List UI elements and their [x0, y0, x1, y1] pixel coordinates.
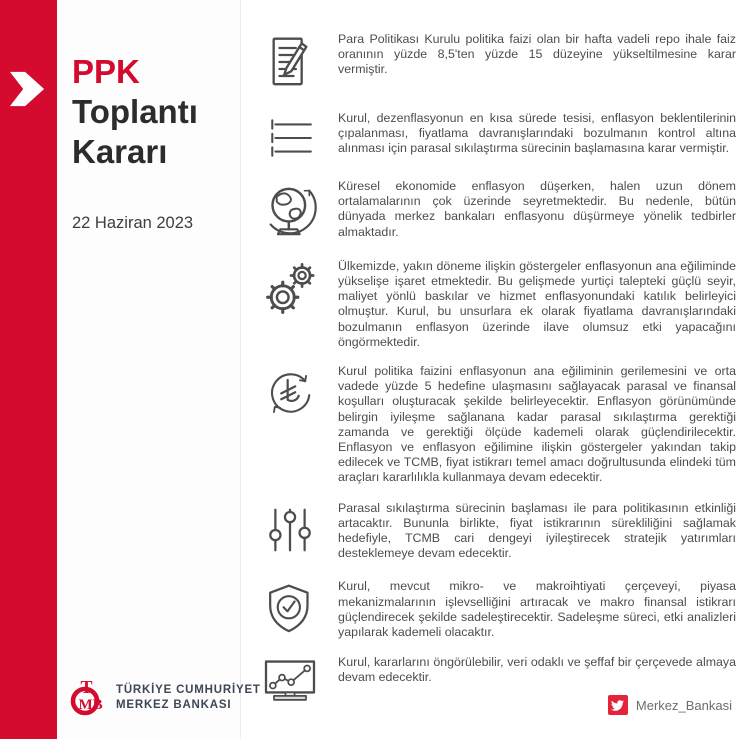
- shield-check-icon: [241, 579, 338, 637]
- twitter-link[interactable]: [608, 695, 732, 715]
- list-item: [241, 111, 750, 163]
- title-ppk: PPK: [72, 53, 140, 90]
- list-item: [241, 179, 750, 240]
- list-item: [241, 259, 750, 350]
- chevron-right-icon: [8, 70, 46, 108]
- decision-text: Kurul politika faizini enflasyonun ana eğiliminin gerilemesini ve orta vadede yüzde 5 hedefine ulaşmasını sağlayacak parasal ve finansal koşulları oluşturacak şekilde belirleyecektir. Enflasyon görünümünde belirgin iyileşme sağlanana kadar parasal sıkılaştırma gerektiği zamanda ve gerektiği ölçüde kademeli olarak güçlendirilecektir. Enflasyon ve enflasyon eğilimine ilişkin göstergeler yakından takip edilecek ve TCMB, fiyat istikrarı temel amacı doğrultusunda elindeki tüm araçları kararlılıkla kullanmaya devam edecektir.: [338, 364, 736, 485]
- twitter-bird-icon: [608, 695, 628, 715]
- decision-text: Ülkemizde, yakın döneme ilişkin göstergeler enflasyonun ana eğiliminde yükselişe işaret etmektedir. Bu gelişmede yurtiçi talepteki güçlü seyir, maliyet yönlü baskılar ve hizmet enflasyonundaki katılık belirleyici olmuştur. Kurul, bu unsurlara ek olarak fiyatlama davranışlarındaki bozulmanın enflasyon üzerinde ilave olumsuz etki yapacağını öngörmektedir.: [338, 258, 736, 349]
- decision-text: Kurul, mevcut mikro- ve makroihtiyati çerçeveyi, piyasa mekanizmalarının işlevselliğini artıracak ve makro finansal istikrarı güçlendirecek şekilde sadeleştirecektir. Sadeleşme süreci, etki analizleri yapılarak kademeli olacaktır.: [338, 579, 736, 640]
- red-accent-bar: [0, 0, 57, 739]
- globe-icon: [241, 179, 338, 239]
- decision-text: Küresel ekonomide enflasyon düşerken, halen uzun dönem ortalamalarının çok üzerinde seyretmektedir. Bu nedenle, bütün dünyada merkez bankaları enflasyonu düşürmeye yönelik tedbirler almaktadır.: [338, 179, 736, 239]
- list-icon: [241, 111, 338, 163]
- decision-text: Kurul, kararlarını öngörülebilir, veri odaklı ve şeffaf bir çerçevede almaya devam edecektir.: [338, 655, 736, 685]
- gears-icon: [241, 259, 338, 319]
- sliders-icon: [241, 501, 338, 557]
- list-item: [241, 364, 750, 486]
- decision-text: Parasal sıkılaştırma sürecinin başlaması ile para politikasının etkinliği artacaktır. Bununla birlikte, fiyat istikrarının sürekliliğini sağlamak hedefiyle, TCMB cari dengeyi iyileştirecek stratejik yatırımları desteklemeye devam edecektir.: [338, 500, 736, 561]
- twitter-handle-label: Merkez_Bankasi: [635, 697, 732, 713]
- lira-cycle-icon: [241, 364, 338, 422]
- svg-text:MB: MB: [78, 697, 103, 713]
- decisions-list: [241, 0, 750, 739]
- svg-text:T: T: [80, 677, 93, 697]
- document-pen-icon: [241, 32, 338, 90]
- meeting-date: 22 Haziran 2023: [72, 214, 194, 232]
- left-panel: [57, 0, 261, 739]
- page-title: [72, 52, 198, 172]
- bank-name-line2: MERKEZ BANKASI: [116, 699, 232, 711]
- bank-name-line1: TÜRKİYE CUMHURİYET: [116, 684, 261, 696]
- tcmb-logo: [70, 677, 261, 719]
- title-line3: Kararı: [72, 133, 168, 170]
- list-item: [241, 32, 750, 90]
- bank-name: [116, 683, 261, 713]
- decision-text: Para Politikası Kurulu politika faizi olan bir hafta vadeli repo ihale faiz oranının yüzde 8,5'ten yüzde 15 düzeyine yükseltilmesine karar vermiştir.: [338, 32, 736, 77]
- title-line2: Toplantı: [72, 93, 198, 130]
- tcmb-emblem-icon: [70, 677, 110, 719]
- list-item: [241, 501, 750, 562]
- monitor-chart-icon: [241, 655, 338, 705]
- list-item: [241, 579, 750, 640]
- decision-text: Kurul, dezenflasyonun en kısa sürede tesisi, enflasyon beklentilerinin çıpalanması, fiyatlama davranışlarındaki bozulmanın kontrol altına alınması için parasal sıkılaştırma sürecinin başlamasına karar vermiştir.: [338, 111, 736, 156]
